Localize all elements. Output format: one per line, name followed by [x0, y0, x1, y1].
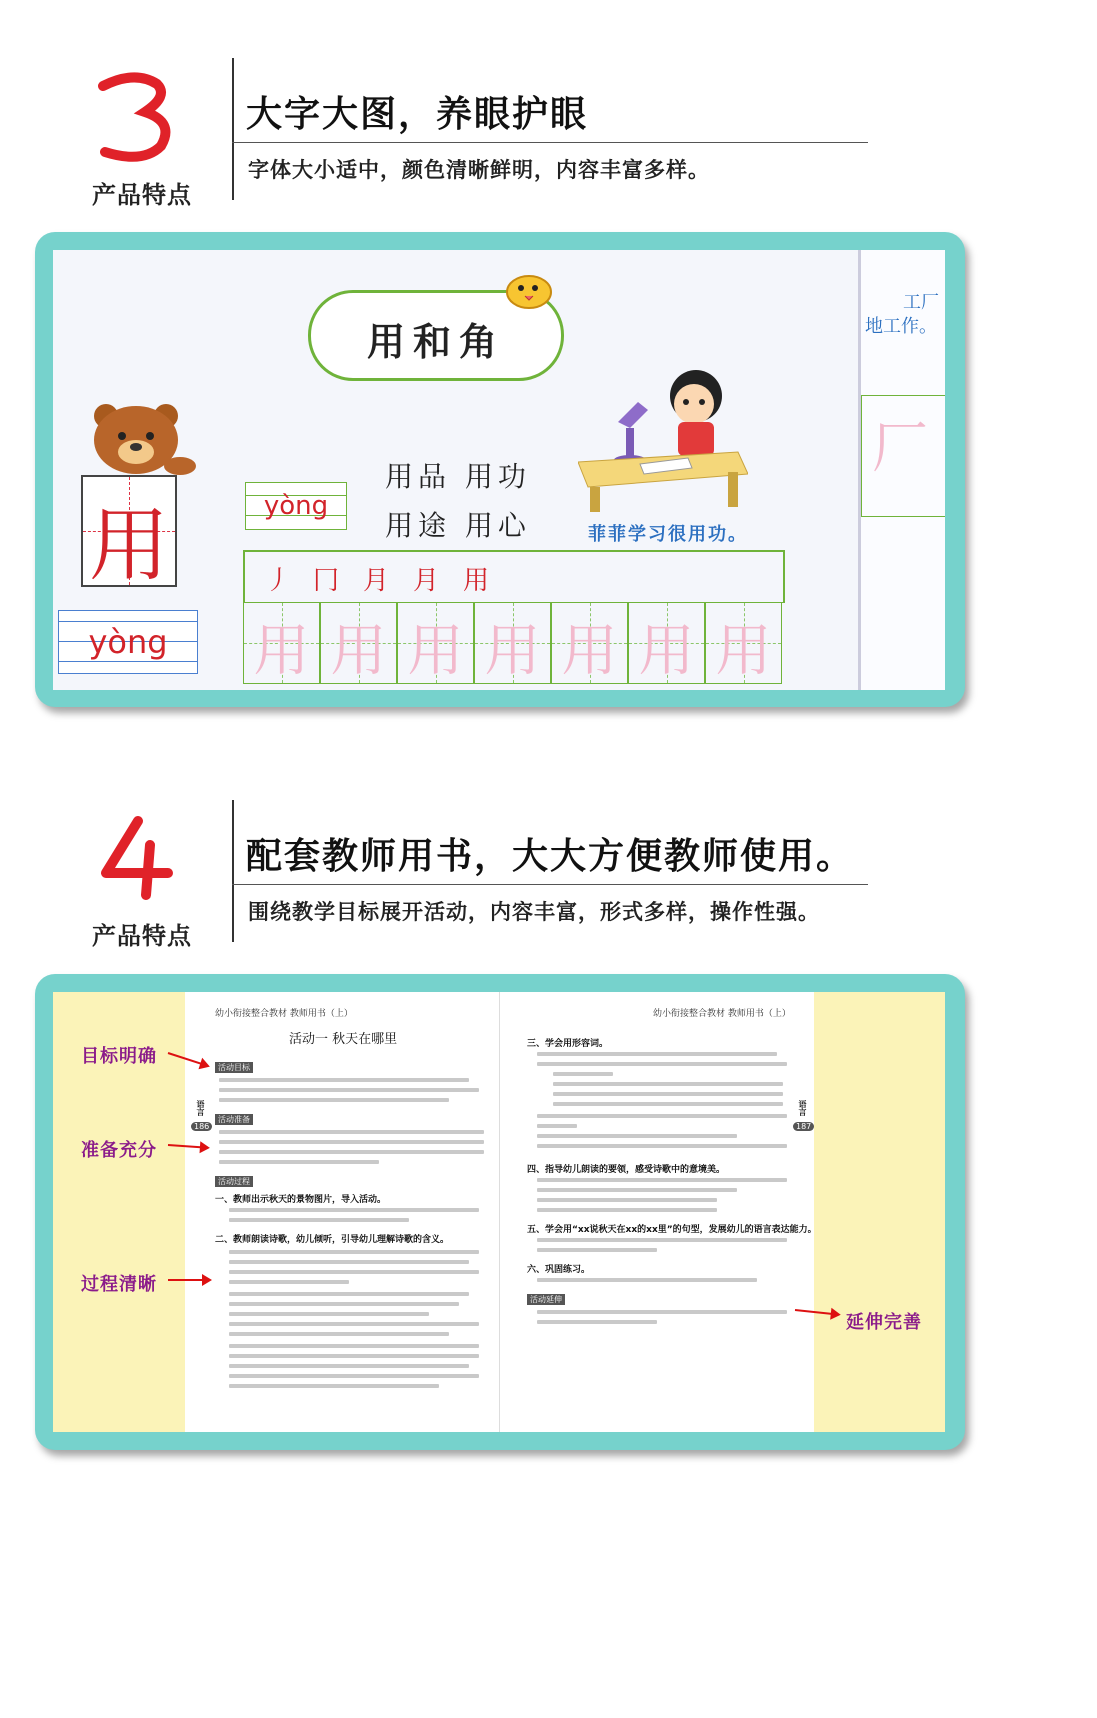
trace-cell[interactable]: 用 [551, 602, 628, 684]
right-step-5: 五、学会用“xx说秋天在xx的xx里”的句型，发展幼儿的语言表达能力。 [527, 1225, 817, 1235]
stroke-5: 用 [463, 566, 490, 596]
side-tab-left: 语言 [196, 1100, 205, 1116]
section-extend: 活动延伸 [527, 1294, 565, 1305]
annotation-prep: 准备充分 [81, 1140, 157, 1161]
activity-title: 活动一 秋天在哪里 [289, 1032, 398, 1047]
feature-3-divider [232, 58, 234, 200]
pinyin-small: yòng [263, 491, 329, 521]
pinyin-large-box [58, 610, 198, 674]
next-page-character: 厂 [872, 416, 928, 481]
girl-studying-illustration [578, 362, 748, 512]
right-step-4: 四、指导幼儿朗读的要领，感受诗歌中的意境美。 [527, 1165, 726, 1175]
page-number-right: 187 [793, 1122, 814, 1131]
character-box [81, 475, 177, 592]
number-3-graphic [95, 72, 175, 162]
lesson-title: 用和角 [366, 319, 505, 364]
stroke-4: 月 [413, 566, 440, 596]
trace-cell[interactable]: 用 [474, 602, 551, 684]
feature-3-title: 大字大图，养眼护眼 [246, 94, 589, 135]
trace-cell[interactable]: 用 [243, 602, 320, 684]
stroke-1: 丿 [265, 566, 292, 596]
trace-cell[interactable]: 用 [705, 602, 782, 684]
next-page-grid [861, 395, 945, 517]
right-step-6: 六、巩固练习。 [527, 1265, 591, 1275]
word-line-1: 用品 用功 [385, 460, 531, 493]
feature-3-label: 产品特点 [92, 181, 192, 209]
section-prep: 活动准备 [215, 1114, 253, 1125]
main-character: 用 [89, 499, 169, 592]
chick-icon [503, 270, 555, 310]
pinyin-large: yòng [88, 623, 168, 661]
section-goal: 活动目标 [215, 1062, 253, 1073]
pinyin-small-box [245, 482, 347, 530]
teacher-book-spread [53, 992, 945, 1432]
right-margin-panel [813, 992, 945, 1432]
left-page-header: 幼小衔接整合教材 教师用书（上） [215, 1009, 353, 1019]
right-page-header: 幼小衔接整合教材 教师用书（上） [653, 1009, 791, 1019]
annotation-extend: 延伸完善 [846, 1312, 922, 1333]
stroke-order-row [243, 550, 785, 603]
next-page-text-2: 地工作。 [865, 316, 937, 337]
teacher-book-frame [35, 974, 965, 1450]
feature-3-subtitle: 字体大小适中，颜色清晰鲜明，内容丰富多样。 [248, 158, 710, 182]
illustration-caption: 菲菲学习很用功。 [588, 524, 748, 545]
feature-4-subtitle: 围绕教学目标展开活动，内容丰富，形式多样，操作性强。 [248, 900, 820, 924]
annotation-goal: 目标明确 [81, 1046, 157, 1067]
trace-cell[interactable]: 用 [320, 602, 397, 684]
side-tab-right: 语言 [798, 1100, 807, 1116]
next-page-text-1: 工厂 [903, 292, 939, 313]
number-4-graphic [98, 815, 173, 900]
right-step-3: 三、学会用形容词。 [527, 1039, 609, 1049]
feature-4-divider [232, 800, 234, 942]
right-page [499, 992, 814, 1432]
arrow-process [168, 1279, 210, 1281]
workbook-frame [35, 232, 965, 707]
bear-icon [88, 400, 198, 480]
feature-4-label: 产品特点 [92, 922, 192, 950]
feature-4-rule [232, 884, 868, 885]
trace-cell[interactable]: 用 [628, 602, 705, 684]
trace-cell[interactable]: 用 [397, 602, 474, 684]
stroke-3: 月 [363, 566, 390, 596]
feature-3-rule [232, 142, 868, 143]
writing-grid [243, 550, 783, 690]
workbook-page [53, 250, 945, 690]
word-line-2: 用途 用心 [385, 509, 531, 542]
feature-4-title: 配套教师用书，大大方便教师使用。 [246, 836, 855, 877]
left-step-1: 一、教师出示秋天的景物图片，导入活动。 [215, 1195, 387, 1205]
annotation-process: 过程清晰 [81, 1274, 157, 1295]
section-process: 活动过程 [215, 1176, 253, 1187]
stroke-2: 冂 [313, 566, 340, 596]
next-page-strip [858, 250, 945, 690]
page-number-left: 186 [191, 1122, 212, 1131]
left-step-2: 二、教师朗读诗歌，幼儿倾听，引导幼儿理解诗歌的含义。 [215, 1235, 450, 1245]
